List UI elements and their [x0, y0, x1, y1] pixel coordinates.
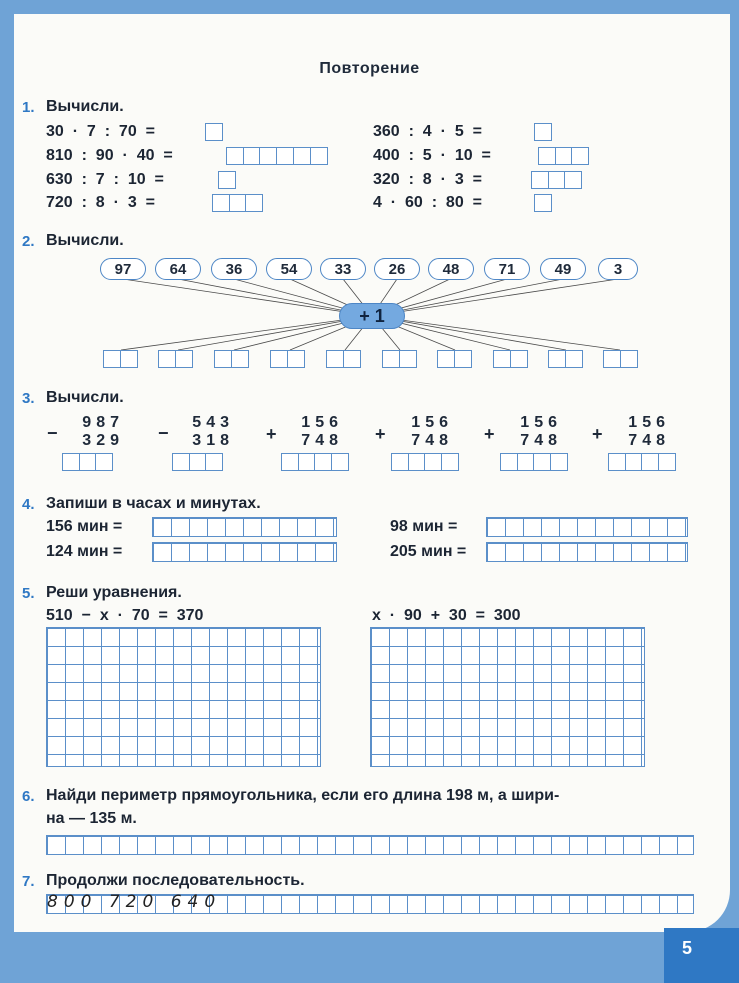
column-top: 156	[301, 414, 343, 431]
operation-sign: −	[158, 423, 169, 443]
task-text: Найди периметр прямоугольника, если его длина 198 м, а шири-	[46, 787, 560, 804]
number-bubble: 33	[320, 258, 366, 280]
number-bubble: 3	[598, 258, 638, 280]
expression: 320 : 8 · 3 =	[373, 171, 482, 188]
time-item: 98 мин =	[390, 518, 458, 535]
column-bottom: 748	[411, 432, 453, 449]
column-top: 156	[411, 414, 453, 431]
column-bottom: 318	[192, 432, 234, 449]
answer-cells[interactable]	[62, 453, 112, 471]
operation-sign: −	[47, 423, 58, 443]
task-number: 7.	[22, 873, 35, 890]
answer-cells[interactable]	[608, 453, 675, 471]
task-number: 5.	[22, 585, 35, 602]
number-bubble: 26	[374, 258, 420, 280]
column-bottom: 329	[82, 432, 124, 449]
handwritten-answer: 800 720 640	[47, 892, 222, 912]
expression: 630 : 7 : 10 =	[46, 171, 164, 188]
answer-cells[interactable]	[486, 542, 688, 562]
operation-bubble: + 1	[339, 303, 405, 329]
equation: 510 − x · 70 = 370	[46, 607, 204, 624]
column-bottom: 748	[628, 432, 670, 449]
time-item: 124 мин =	[46, 543, 123, 560]
page-title: Повторение	[319, 60, 420, 77]
equation: x · 90 + 30 = 300	[372, 607, 521, 624]
task-text: на — 135 м.	[46, 810, 137, 827]
answer-cells[interactable]	[270, 350, 303, 368]
answer-cells[interactable]	[486, 517, 688, 537]
operation-sign: +	[266, 424, 277, 444]
operation-sign: +	[375, 424, 386, 444]
work-grid[interactable]	[46, 627, 321, 767]
column-bottom: 748	[520, 432, 562, 449]
number-bubble: 64	[155, 258, 201, 280]
expression: 360 : 4 · 5 =	[373, 123, 482, 140]
task-heading: Вычисли.	[46, 232, 124, 249]
operation-sign: +	[484, 424, 495, 444]
number-bubble: 97	[100, 258, 146, 280]
column-top: 156	[520, 414, 562, 431]
number-bubble: 54	[266, 258, 312, 280]
task-number: 2.	[22, 233, 35, 250]
answer-cells[interactable]	[326, 350, 359, 368]
number-bubble: 71	[484, 258, 530, 280]
answer-cells[interactable]	[603, 350, 636, 368]
answer-cells[interactable]	[281, 453, 348, 471]
time-item: 156 мин =	[46, 518, 123, 535]
number-bubble: 36	[211, 258, 257, 280]
answer-cells[interactable]	[46, 835, 694, 855]
task-number: 3.	[22, 390, 35, 407]
expression: 400 : 5 · 10 =	[373, 147, 491, 164]
page-number-tab	[664, 928, 739, 983]
bottom-band	[0, 932, 739, 983]
answer-cells[interactable]	[172, 453, 222, 471]
task-number: 4.	[22, 496, 35, 513]
operation-sign: +	[592, 424, 603, 444]
task-heading: Запиши в часах и минутах.	[46, 495, 261, 512]
answer-cells[interactable]	[391, 453, 458, 471]
column-top: 543	[192, 414, 234, 431]
work-grid[interactable]	[370, 627, 645, 767]
column-top: 987	[82, 414, 124, 431]
expression: 30 · 7 : 70 =	[46, 123, 155, 140]
time-item: 205 мин =	[390, 543, 467, 560]
answer-cells[interactable]	[103, 350, 136, 368]
connector-lines	[0, 0, 739, 400]
number-bubble: 49	[540, 258, 586, 280]
expression: 810 : 90 · 40 =	[46, 147, 173, 164]
answer-cells[interactable]	[158, 350, 191, 368]
page-number: 5	[682, 938, 693, 958]
column-bottom: 748	[301, 432, 343, 449]
answer-cells[interactable]	[500, 453, 567, 471]
number-bubble: 48	[428, 258, 474, 280]
task-number: 1.	[22, 99, 35, 116]
answer-cells[interactable]	[382, 350, 415, 368]
answer-cells[interactable]	[152, 517, 337, 537]
task-heading: Продолжи последовательность.	[46, 872, 305, 889]
task-heading: Вычисли.	[46, 389, 124, 406]
answer-cells[interactable]	[152, 542, 337, 562]
expression: 720 : 8 · 3 =	[46, 194, 155, 211]
answer-cells[interactable]	[493, 350, 526, 368]
task-heading: Реши уравнения.	[46, 584, 182, 601]
column-top: 156	[628, 414, 670, 431]
answer-cells[interactable]	[214, 350, 247, 368]
answer-cells[interactable]	[437, 350, 470, 368]
answer-cells[interactable]	[548, 350, 581, 368]
task-number: 6.	[22, 788, 35, 805]
task-heading: Вычисли.	[46, 98, 124, 115]
expression: 4 · 60 : 80 =	[373, 194, 482, 211]
